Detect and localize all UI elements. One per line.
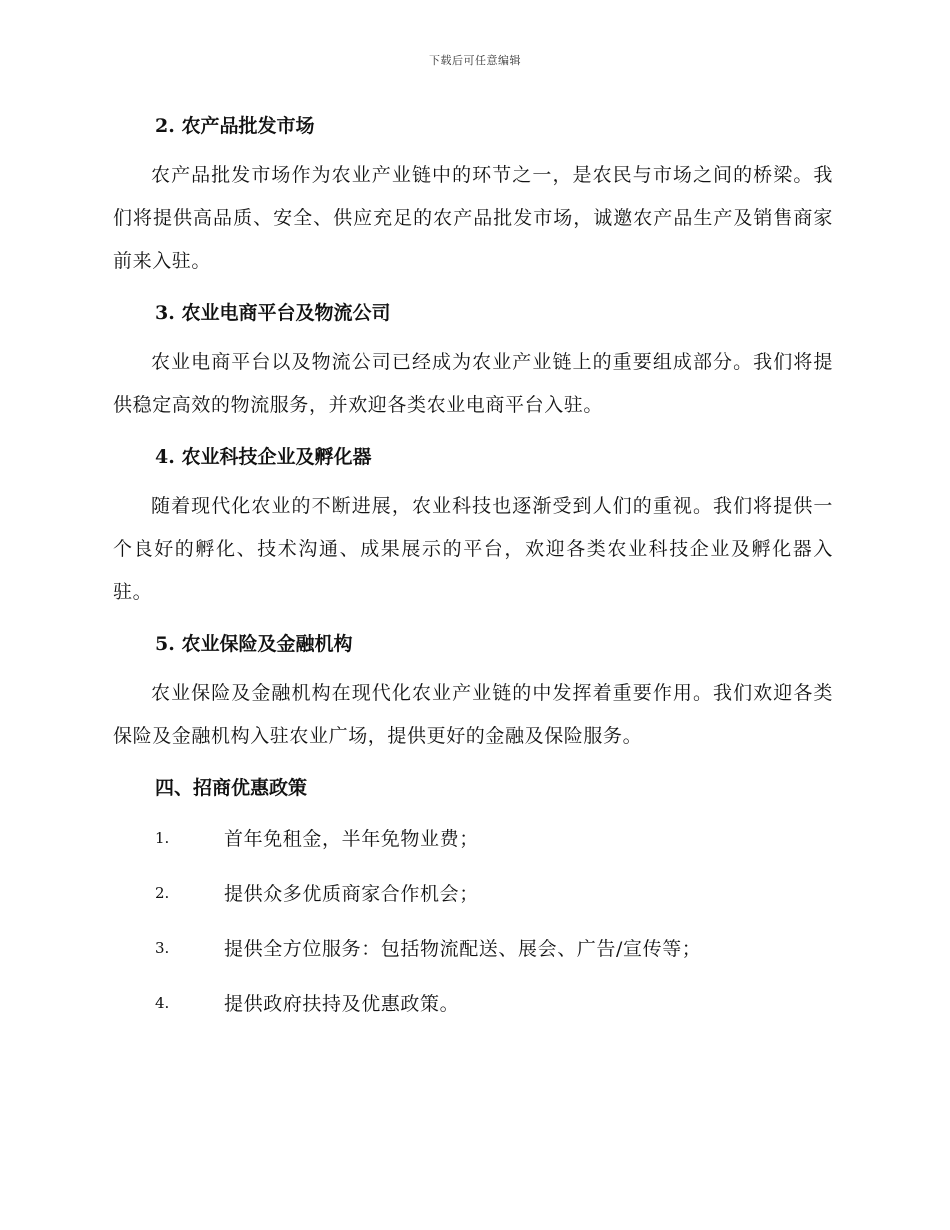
list-item-number: 2.: [155, 883, 170, 902]
list-item: [113, 865, 833, 920]
subheading-insurance-finance: 5. 农业保险及金融机构: [155, 633, 353, 655]
subheading-agri-tech: 4. 农业科技企业及孵化器: [155, 446, 372, 468]
policy-list: [113, 810, 833, 1030]
paragraph-wholesale-market: 农产品批发市场作为农业产业链中的环节之一，是农民与市场之间的桥梁。我们将提供高品质、安全、供应充足的农产品批发市场，诚邀农产品生产及销售商家前来入驻。: [113, 164, 833, 272]
list-item-text: 提供全方位服务：包括物流配送、展会、广告/宣传等；: [224, 938, 702, 960]
list-item-number: 1.: [155, 828, 170, 847]
list-item-text: 提供众多优质商家合作机会；: [224, 883, 479, 905]
list-item-text: 首年免租金，半年免物业费；: [224, 828, 479, 850]
section-heading-policies: 四、招商优惠政策: [155, 777, 308, 799]
list-item: [113, 810, 833, 865]
list-item: [113, 975, 833, 1030]
list-item: [113, 920, 833, 975]
paragraph-ecommerce-logistics: 农业电商平台以及物流公司已经成为农业产业链上的重要组成部分。我们将提供稳定高效的物流服务，并欢迎各类农业电商平台入驻。: [113, 351, 833, 416]
page-header: 下载后可任意编辑: [429, 54, 521, 67]
list-item-number: 3.: [155, 938, 170, 957]
document-content: [113, 110, 833, 1030]
paragraph-agri-tech: 随着现代化农业的不断进展，农业科技也逐渐受到人们的重视。我们将提供一个良好的孵化、技术沟通、成果展示的平台，欢迎各类农业科技企业及孵化器入驻。: [113, 495, 833, 603]
list-item-text: 提供政府扶持及优惠政策。: [224, 993, 460, 1015]
subheading-ecommerce-logistics: 3. 农业电商平台及物流公司: [155, 302, 391, 324]
paragraph-insurance-finance: 农业保险及金融机构在现代化农业产业链的中发挥着重要作用。我们欢迎各类保险及金融机构入驻农业广场，提供更好的金融及保险服务。: [113, 682, 833, 747]
subheading-wholesale-market: 2. 农产品批发市场: [155, 115, 315, 137]
list-item-number: 4.: [155, 993, 170, 1012]
